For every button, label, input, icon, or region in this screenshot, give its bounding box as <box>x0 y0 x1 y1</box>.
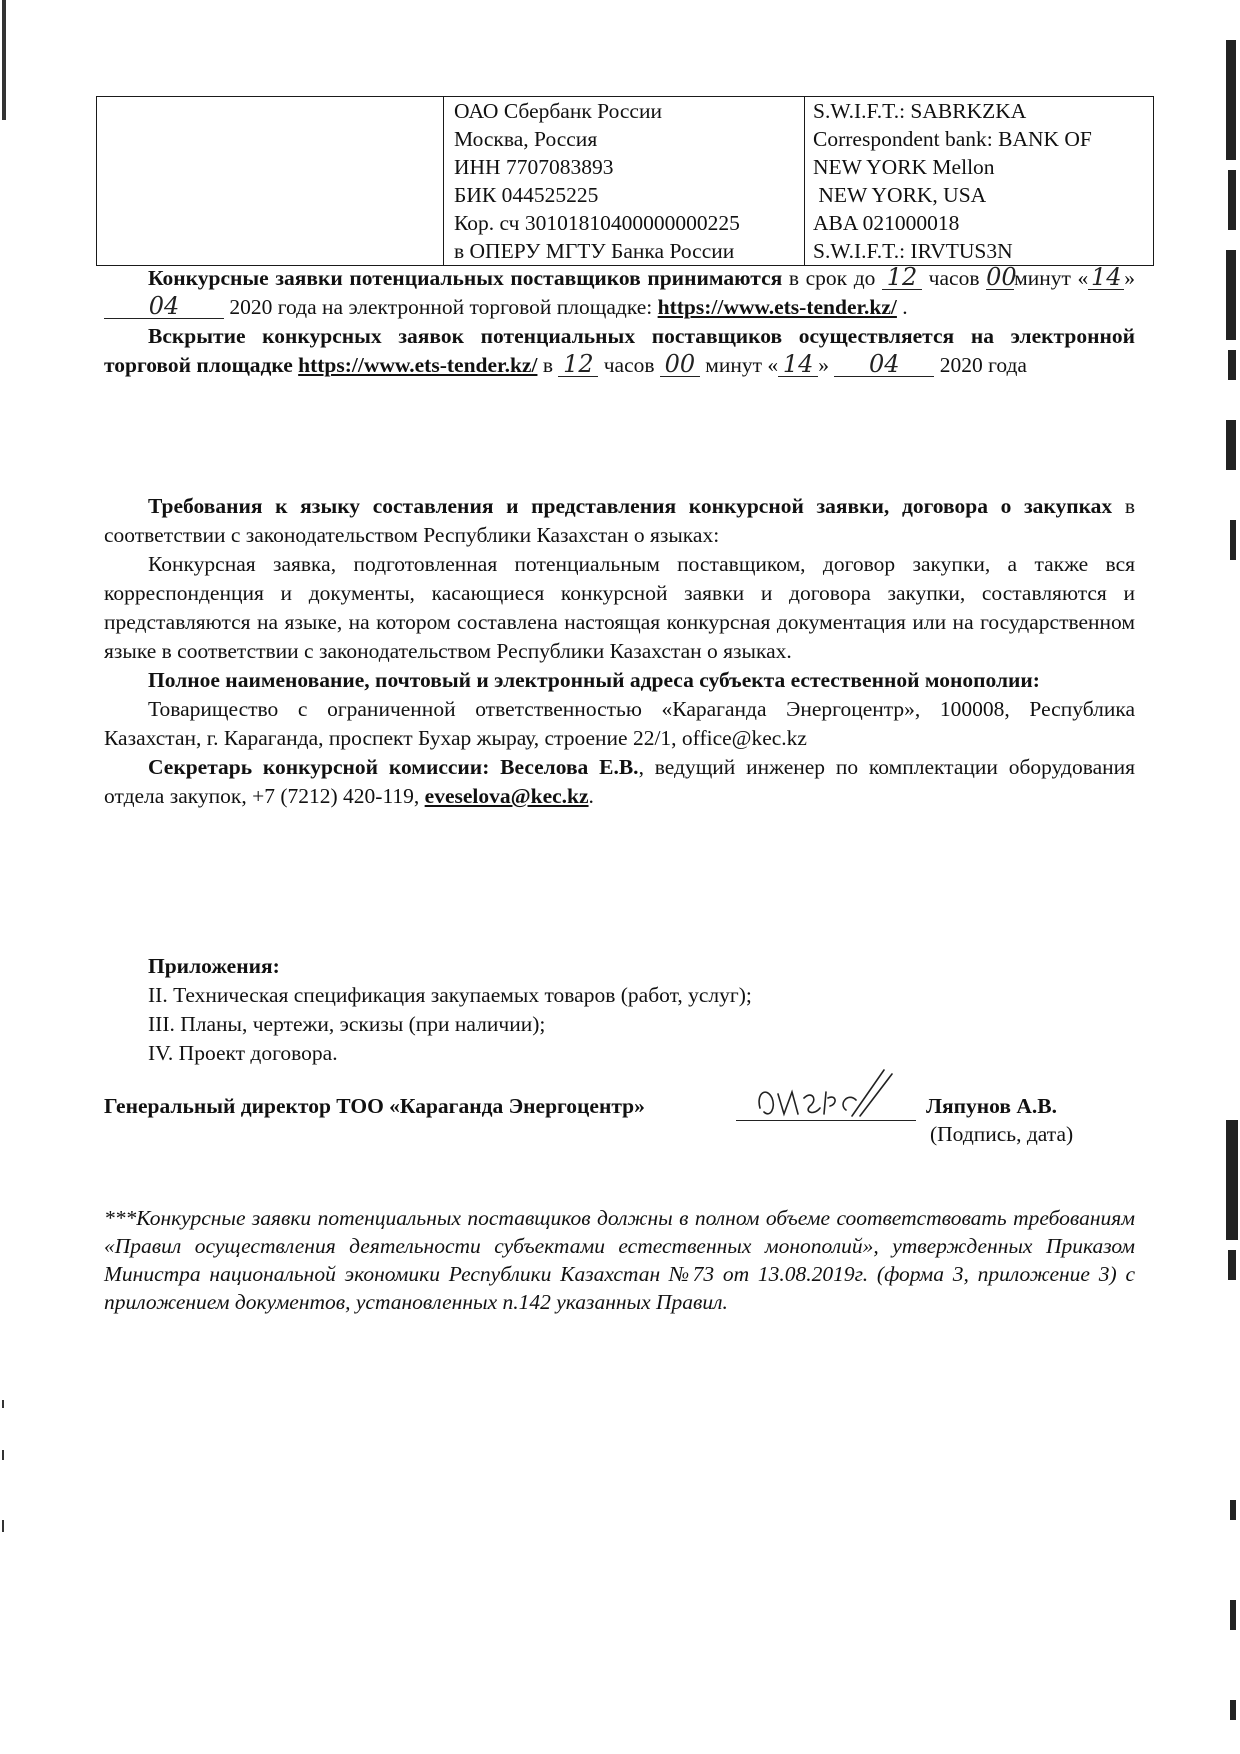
handwritten-hour: 12 <box>882 265 922 290</box>
swift-line: S.W.I.F.T.: SABRKZKA <box>813 99 1027 123</box>
ets-tender-link[interactable]: https://www.ets-tender.kz/ <box>298 353 538 377</box>
handwritten-month: 04 <box>104 294 224 319</box>
bank-line: Москва, Россия <box>454 127 598 151</box>
swift-line: ABA 021000018 <box>813 211 960 235</box>
handwritten-minutes: 00 <box>660 352 700 377</box>
director-name: Ляпунов А.В. <box>926 1094 1057 1118</box>
bank-table-swift-cell <box>805 97 1154 266</box>
handwritten-signature <box>752 1064 902 1128</box>
handwritten-day: 14 <box>1088 265 1124 290</box>
swift-line: S.W.I.F.T.: IRVTUS3N <box>813 239 1013 263</box>
scan-left-marks <box>0 0 14 1754</box>
bank-line: в ОПЕРУ МГТУ Банка России <box>454 239 735 263</box>
director-label: Генеральный директор ТОО «Караганда Энергоцентр» <box>104 1094 645 1118</box>
swift-line: NEW YORK Mellon <box>813 155 995 179</box>
footnote: ***Конкурсные заявки потенциальных поставщиков должны в полном объеме соответствовать требованиям «Правил осуществления деятельности субъектами естественных монополий», утвержденных Приказом Министра национальной экономики Республики Казахстан №73 от 13.08.2019г. (форма 3, приложение 3) с приложением документов, установленных п.142 указанных Правил. <box>104 1206 1135 1314</box>
attachment-item: IV. Проект договора. <box>148 1041 338 1065</box>
entity-heading: Полное наименование, почтовый и электронный адреса субъекта естественной монополии: <box>148 668 1040 692</box>
swift-line: Correspondent bank: BANK OF <box>813 127 1092 151</box>
bids-opening-heading: Вскрытие конкурсных заявок потенциальных поставщиков осуществляется на электронной торговой площадке <box>104 324 1135 377</box>
scan-edge-marks <box>1204 0 1240 1754</box>
handwritten-day: 14 <box>778 352 818 377</box>
secretary-email[interactable]: eveselova@kec.kz <box>424 784 589 808</box>
language-heading: Требования к языку составления и представления конкурсной заявки, договора о закупках <box>148 494 1113 518</box>
attachments-section <box>148 952 752 1068</box>
language-heading-paragraph: Требования к языку составления и представления конкурсной заявки, договора о закупках в соответствии с законодательством Республики Казахстан о языках: <box>104 494 1135 547</box>
language-text: Конкурсная заявка, подготовленная потенциальным поставщиком, договор закупки, а также вся корреспонденция и документы, касающиеся конкурсной заявки и договора закупки, составляются и представляются на языке, на котором составлена настоящая конкурсная документация или на государственном языке в соответствии с законодательством Республики Казахстан о языках. <box>104 552 1135 663</box>
bank-line: Кор. сч 30101810400000000225 <box>454 211 740 235</box>
bank-details-table <box>96 96 1154 266</box>
bank-table-empty-cell <box>97 97 444 266</box>
entity-text: Товарищество с ограниченной ответственностью «Караганда Энергоцентр», 100008, Республика Казахстан, г. Караганда, проспект Бухар жырау, строение 22/1, office@kec.kz <box>104 697 1135 750</box>
secretary-paragraph: Секретарь конкурсной комиссии: Веселова Е.В., ведущий инженер по комплектации оборудования отдела закупок, +7 (7212) 420-119, eveselova@kec.kz. <box>104 755 1136 808</box>
bids-deadline-paragraph: Конкурсные заявки потенциальных поставщиков принимаются в срок до 12 часов 00минут « 14 » 04 2020 года на электронной торговой площадке: https://www.ets-tender.kz/ . <box>104 264 1135 322</box>
handwritten-hour: 12 <box>558 352 598 377</box>
bank-line: ОАО Сбербанк России <box>454 99 662 123</box>
bank-line: БИК 044525225 <box>454 183 599 207</box>
handwritten-month: 04 <box>834 352 934 377</box>
bids-opening-paragraph: Вскрытие конкурсных заявок потенциальных поставщиков осуществляется на электронной торговой площадке https://www.ets-tender.kz/ в 12 часов 00 минут « 14 » 04 2020 года <box>104 324 1135 378</box>
bank-line: ИНН 7707083893 <box>454 155 614 179</box>
swift-line: NEW YORK, USA <box>813 183 987 207</box>
attachment-item: III. Планы, чертежи, эскизы (при наличии); <box>148 1012 546 1036</box>
ets-tender-link[interactable]: https://www.ets-tender.kz/ <box>657 295 897 319</box>
bids-deadline-heading: Конкурсные заявки потенциальных поставщиков принимаются <box>148 266 783 290</box>
entity-heading-paragraph <box>104 666 1135 695</box>
bank-table-correspondent-cell <box>444 97 805 266</box>
attachments-heading: Приложения: <box>148 954 280 978</box>
attachment-item: II. Техническая спецификация закупаемых товаров (работ, услуг); <box>148 983 752 1007</box>
handwritten-minutes: 00 <box>986 263 1017 291</box>
signature-caption: (Подпись, дата) <box>930 1122 1074 1146</box>
bids-section <box>104 264 1135 380</box>
language-section <box>104 492 1135 811</box>
secretary-heading: Секретарь конкурсной комиссии: Веселова Е.В. <box>148 755 639 779</box>
